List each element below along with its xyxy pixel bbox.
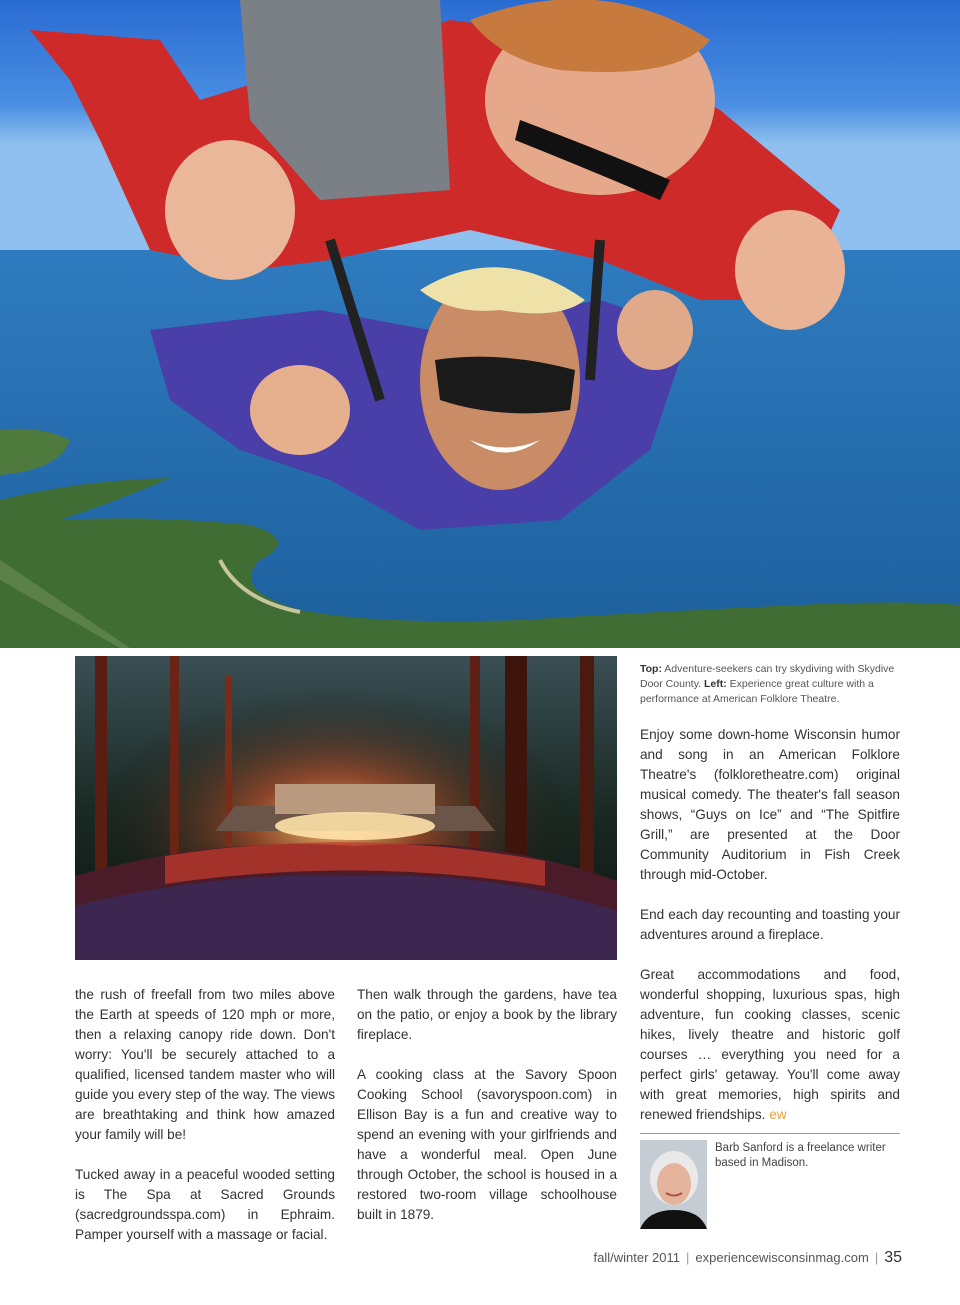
footer-separator: | xyxy=(874,1250,879,1265)
issue-label: fall/winter 2011 xyxy=(593,1250,680,1265)
paragraph-freefall: the rush of freefall from two miles above the Earth at speeds of 120 mph or more, then a relaxing canopy ride down. Don't worry: You'll be securely attached to a qualified, licensed tandem master who will guide you every step of the way. The views are breathtaking and think how amazed your family will be! xyxy=(75,987,335,1142)
caption-left-text: Experience great culture with a performance at American Folklore Theatre. xyxy=(640,678,874,705)
author-portrait-illustration xyxy=(640,1140,707,1229)
author-portrait xyxy=(640,1140,707,1229)
skydiving-illustration xyxy=(0,0,960,648)
theatre-illustration xyxy=(75,656,617,960)
theatre-photo xyxy=(75,656,617,960)
end-mark: ew xyxy=(769,1107,787,1122)
paragraph-spa: Tucked away in a peaceful wooded setting is The Spa at Sacred Grounds (sacredgroundsspa.com) in Ephraim. Pamper yourself with a massage or facial. xyxy=(75,1167,335,1242)
author-bio: Barb Sanford is a freelance writer based in Madison. xyxy=(715,1142,886,1169)
skydiving-photo xyxy=(0,0,960,648)
footer-separator: | xyxy=(686,1250,690,1265)
closing-text: Great accommodations and food, wonderful shopping, luxurious spas, high adventure, fun cooking classes, scenic hikes, lively theatre and historic golf courses … everything you need for a perfect girls' getaway. You'll come away with great memories, high spirits and renewed friendships. xyxy=(640,967,900,1122)
right-column xyxy=(640,725,900,1145)
caption-left-label: Left: xyxy=(704,678,727,690)
author-divider xyxy=(640,1133,900,1134)
paragraph-gardens: Then walk through the gardens, have tea on the patio, or enjoy a book by the library fireplace. xyxy=(357,987,617,1042)
left-column xyxy=(75,985,335,1265)
paragraph-fireplace: End each day recounting and toasting your adventures around a fireplace. xyxy=(640,907,900,942)
paragraph-cooking: A cooking class at the Savory Spoon Cooking School (savoryspoon.com) in Ellison Bay is a fun and creative way to spend an evening with your girlfriends and have a wonderful meal. Open June through October, the school is housed in a restored two-room village schoolhouse built in 1879. xyxy=(357,1067,617,1222)
middle-column xyxy=(357,985,617,1245)
photo-caption xyxy=(640,662,902,707)
caption-top-text: Adventure-seekers can try skydiving with Skydive Door County. xyxy=(640,663,895,690)
paragraph-folklore: Enjoy some down-home Wisconsin humor and song in an American Folklore Theatre's (folkloretheatre.com) original musical comedy. The theater's fall season shows, “Guys on Ice” and “The Spitfire Grill,” are presented at the Door Community Auditorium in Fish Creek through mid-October. xyxy=(640,727,900,882)
paragraph-closing xyxy=(640,965,900,1125)
page-number: 35 xyxy=(884,1249,902,1266)
page-footer xyxy=(570,1249,902,1271)
caption-top-label: Top: xyxy=(640,663,662,675)
website-link[interactable]: experiencewisconsinmag.com xyxy=(695,1250,869,1265)
